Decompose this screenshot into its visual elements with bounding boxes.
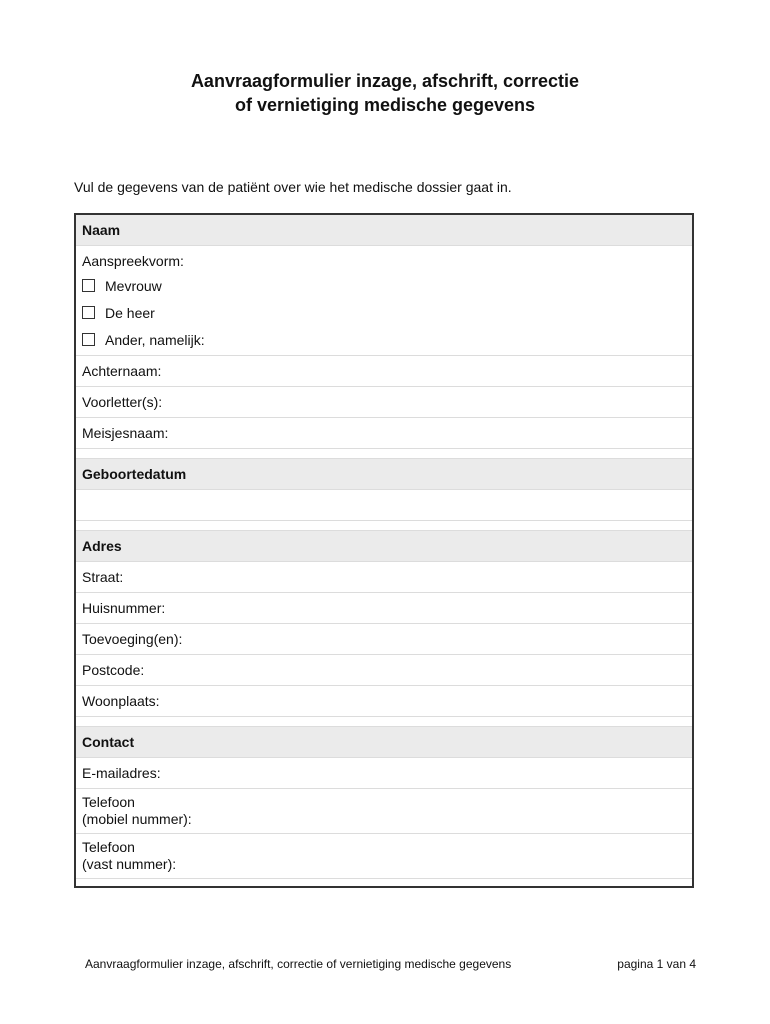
field-geboortedatum[interactable] [76,490,692,521]
field-meisjesnaam[interactable]: Meisjesnaam: [76,418,692,449]
patient-form [74,213,694,888]
telefoon-mobiel-label-2: (mobiel nummer): [82,811,192,827]
section-header-geboortedatum: Geboortedatum [76,459,692,490]
field-telefoon-mobiel[interactable] [76,789,692,834]
field-toevoeging[interactable]: Toevoeging(en): [76,624,692,655]
option-de-heer[interactable] [82,299,692,326]
title-line-2: of vernietiging medische gegevens [234,95,536,115]
field-woonplaats[interactable]: Woonplaats: [76,686,692,717]
option-label-de-heer: De heer [105,304,155,321]
checkbox-mevrouw[interactable] [82,279,95,292]
page-number: pagina 1 van 4 [617,957,696,971]
telefoon-mobiel-label-1: Telefoon [82,794,135,810]
field-huisnummer[interactable]: Huisnummer: [76,593,692,624]
document-title [0,69,770,117]
option-ander[interactable] [82,326,692,353]
option-mevrouw[interactable] [82,272,692,299]
telefoon-vast-label-1: Telefoon [82,839,135,855]
section-spacer [76,717,692,727]
salutation-group [76,246,692,356]
footer-title: Aanvraagformulier inzage, afschrift, correctie of vernietiging medische gegevens [85,957,512,971]
section-spacer [76,449,692,459]
salutation-label: Aanspreekvorm: [82,253,184,269]
section-header-naam: Naam [76,215,692,246]
title-line-1: Aanvraagformulier inzage, afschrift, correctie [190,71,580,91]
section-spacer [76,521,692,531]
option-label-mevrouw: Mevrouw [105,277,162,294]
field-achternaam[interactable]: Achternaam: [76,356,692,387]
section-header-contact: Contact [76,727,692,758]
section-header-adres: Adres [76,531,692,562]
field-postcode[interactable]: Postcode: [76,655,692,686]
option-label-ander: Ander, namelijk: [105,331,205,348]
field-email[interactable]: E-mailadres: [76,758,692,789]
checkbox-de-heer[interactable] [82,306,95,319]
field-voorletters[interactable]: Voorletter(s): [76,387,692,418]
checkbox-ander[interactable] [82,333,95,346]
field-straat[interactable]: Straat: [76,562,692,593]
intro-text: Vul de gegevens van de patiënt over wie het medische dossier gaat in. [74,179,512,195]
telefoon-vast-label-2: (vast nummer): [82,856,177,872]
field-telefoon-vast[interactable] [76,834,692,879]
